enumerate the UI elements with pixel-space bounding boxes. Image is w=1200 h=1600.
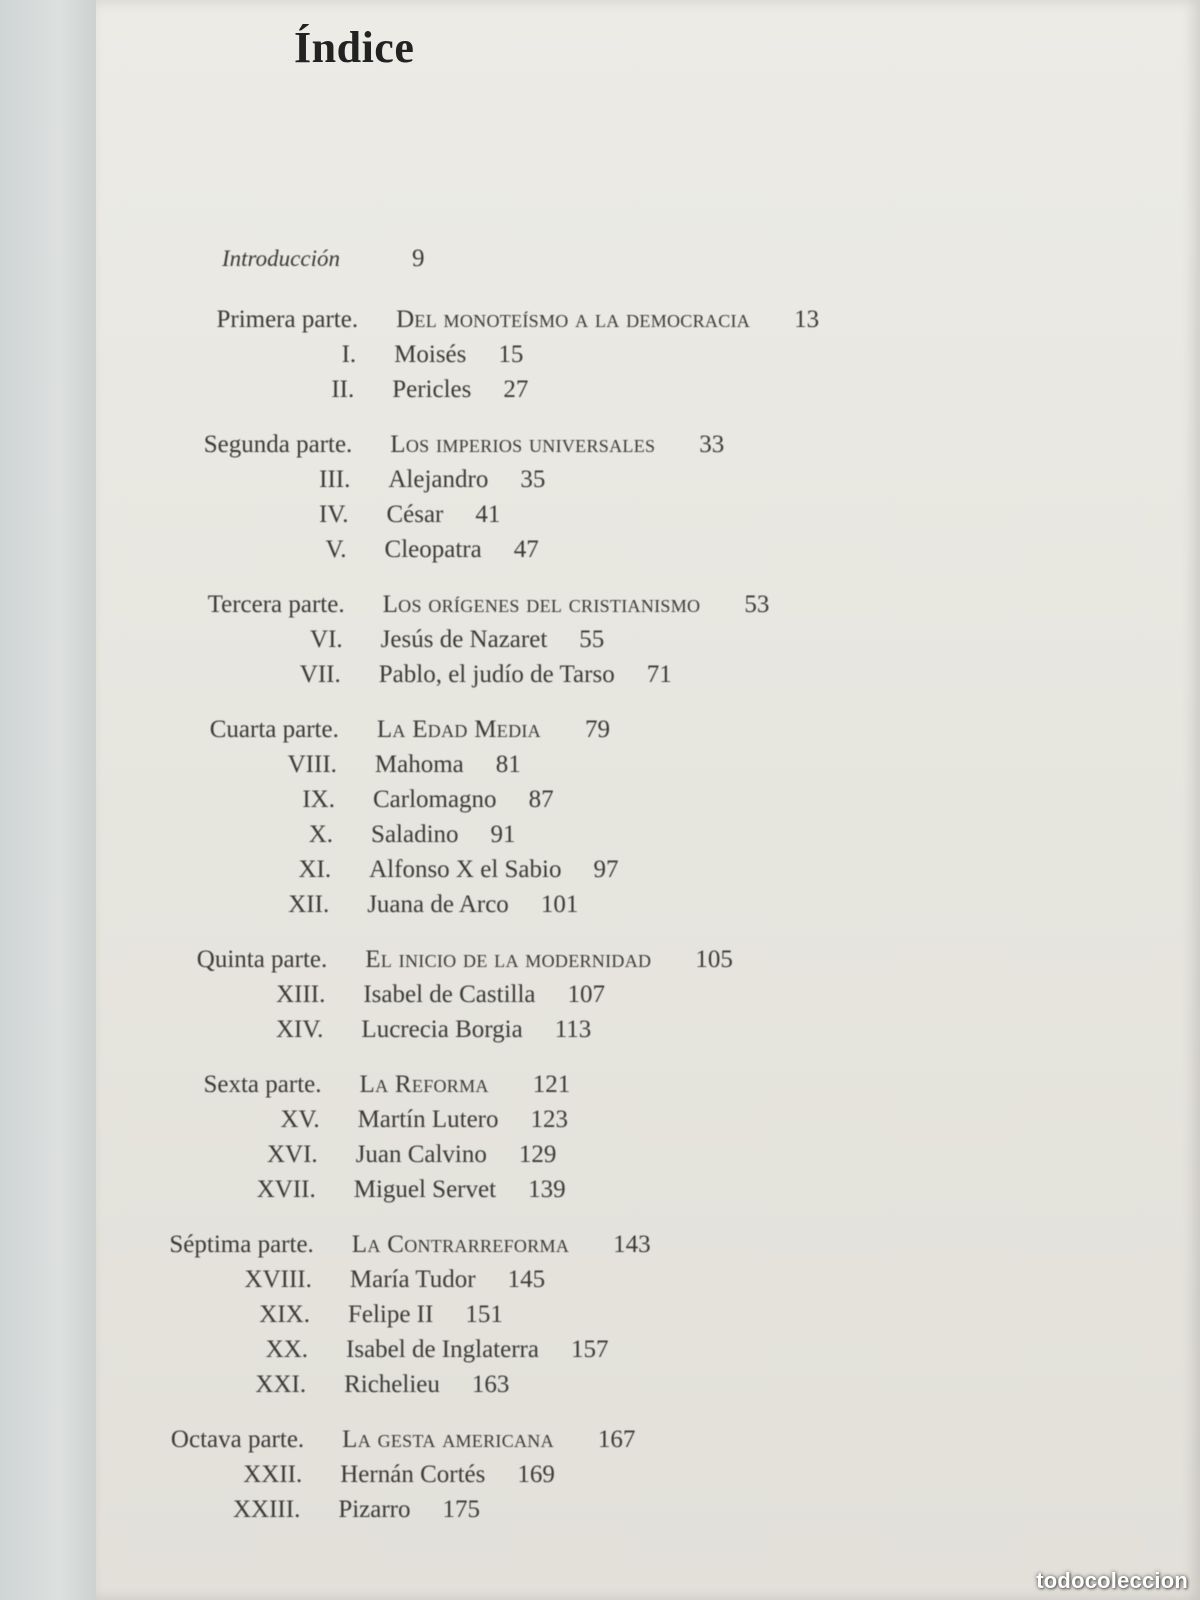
part-1-row xyxy=(0,303,1200,337)
chapter-viii-page-number: 81 xyxy=(495,751,521,778)
chapter-ii-label: II. xyxy=(331,376,355,403)
chapter-xxiii-row xyxy=(0,1493,1200,1527)
part-7-page-number: 143 xyxy=(613,1231,651,1258)
chapter-i-label: I. xyxy=(341,341,357,368)
chapter-xv-page-number: 123 xyxy=(530,1106,568,1133)
part-4-title: La Edad Media xyxy=(376,716,541,743)
part-2-row xyxy=(0,428,1200,462)
chapter-xviii-label: XVIII. xyxy=(244,1266,312,1293)
part-5-row xyxy=(0,943,1200,977)
chapter-viii-label: VIII. xyxy=(287,751,337,778)
part-1-title: Del monoteísmo a la democracia xyxy=(396,306,751,333)
chapter-xx-row xyxy=(0,1333,1200,1367)
part-5-label: Quinta parte. xyxy=(196,946,328,973)
chapter-xi-page-number: 97 xyxy=(593,856,619,883)
watermark-logo: todocoleccion xyxy=(1036,1568,1188,1593)
chapter-i-title: Moisés xyxy=(394,341,467,368)
chapter-vi-page-number: 55 xyxy=(579,626,605,653)
chapter-xii-row xyxy=(0,888,1200,922)
chapter-xvii-title: Miguel Servet xyxy=(353,1176,497,1203)
part-8-row xyxy=(0,1423,1200,1457)
chapter-vii-label: VII. xyxy=(299,661,341,688)
chapter-xxiii-label: XXIII. xyxy=(232,1496,301,1523)
chapter-iii-title: Alejandro xyxy=(388,466,489,493)
chapter-xii-page-number: 101 xyxy=(540,891,579,918)
chapter-xix-label: XIX. xyxy=(259,1301,310,1328)
page-title: Índice xyxy=(294,23,415,72)
chapter-xiii-page-number: 107 xyxy=(567,981,606,1008)
chapter-vi-title: Jesús de Nazaret xyxy=(380,626,548,653)
chapter-vii-row xyxy=(0,658,1200,692)
part-1-label: Primera parte. xyxy=(216,306,359,333)
chapter-xxii-title: Hernán Cortés xyxy=(340,1461,486,1488)
chapter-v-title: Cleopatra xyxy=(384,536,482,563)
chapter-ix-title: Carlomagno xyxy=(372,786,497,813)
chapter-xii-label: XII. xyxy=(288,891,330,918)
chapter-xxi-title: Richelieu xyxy=(344,1371,440,1398)
intro-label: Introducción xyxy=(222,246,340,271)
chapter-iii-row xyxy=(0,463,1200,497)
chapter-xvi-title: Juan Calvino xyxy=(355,1141,487,1168)
part-3-label: Tercera parte. xyxy=(207,591,345,618)
chapter-xiv-title: Lucrecia Borgia xyxy=(361,1016,523,1043)
chapter-xviii-row xyxy=(0,1263,1200,1297)
chapter-viii-row xyxy=(0,748,1200,782)
chapter-xx-title: Isabel de Inglaterra xyxy=(346,1336,539,1363)
chapter-x-row xyxy=(0,818,1200,852)
part-3-page-number: 53 xyxy=(744,591,770,618)
chapter-xxii-label: XXII. xyxy=(243,1461,303,1488)
part-2-page-number: 33 xyxy=(699,431,725,458)
chapter-iv-label: IV. xyxy=(319,501,349,528)
part-8-page-number: 167 xyxy=(597,1426,636,1453)
chapter-xxi-row xyxy=(0,1368,1200,1402)
chapter-ii-title: Pericles xyxy=(392,376,472,403)
part-4-row xyxy=(0,713,1200,747)
part-6-page-number: 121 xyxy=(532,1071,571,1098)
chapter-xv-row xyxy=(0,1103,1200,1137)
chapter-ix-row xyxy=(0,783,1200,817)
chapter-xxii-page-number: 169 xyxy=(517,1461,555,1488)
chapter-ix-page-number: 87 xyxy=(528,786,554,813)
chapter-xiii-title: Isabel de Castilla xyxy=(363,981,536,1008)
intro-page-number: 9 xyxy=(412,245,425,272)
chapter-v-page-number: 47 xyxy=(513,536,539,563)
part-6-row xyxy=(0,1068,1200,1102)
chapter-iv-row xyxy=(0,498,1200,532)
chapter-xviii-title: María Tudor xyxy=(349,1266,476,1293)
chapter-xiv-page-number: 113 xyxy=(554,1016,592,1043)
chapter-i-page-number: 15 xyxy=(498,341,524,368)
part-7-label: Séptima parte. xyxy=(169,1231,314,1258)
part-6-title: La Reforma xyxy=(359,1071,489,1098)
chapter-ii-row xyxy=(0,373,1200,407)
part-2-title: Los imperios universales xyxy=(390,431,656,458)
chapter-xx-label: XX. xyxy=(265,1336,309,1363)
intro-row xyxy=(0,242,1200,276)
chapter-xix-title: Felipe II xyxy=(347,1301,434,1328)
chapter-xvii-page-number: 139 xyxy=(528,1176,566,1203)
chapter-iv-title: César xyxy=(386,501,444,528)
chapter-xxii-row xyxy=(0,1458,1200,1492)
chapter-xi-row xyxy=(0,853,1200,887)
chapter-iii-page-number: 35 xyxy=(520,466,546,493)
part-6-label: Sexta parte. xyxy=(203,1071,322,1098)
chapter-xxiii-title: Pizarro xyxy=(338,1496,411,1523)
chapter-xi-label: XI. xyxy=(298,856,332,883)
chapter-xi-title: Alfonso X el Sabio xyxy=(369,856,562,883)
chapter-xvii-row xyxy=(0,1173,1200,1207)
chapter-xvi-label: XVI. xyxy=(266,1141,318,1168)
chapter-viii-title: Mahoma xyxy=(374,751,464,778)
part-4-label: Cuarta parte. xyxy=(209,716,339,743)
chapter-v-row xyxy=(0,533,1200,567)
part-8-label: Octava parte. xyxy=(170,1426,305,1453)
chapter-xv-title: Martín Lutero xyxy=(357,1106,499,1133)
part-3-row xyxy=(0,588,1200,622)
part-7-title: La Contrarreforma xyxy=(351,1231,570,1258)
chapter-xiii-label: XIII. xyxy=(276,981,326,1008)
chapter-xviii-page-number: 145 xyxy=(507,1266,546,1293)
chapter-iii-label: III. xyxy=(319,466,351,493)
chapter-i-row xyxy=(0,338,1200,372)
chapter-vi-row xyxy=(0,623,1200,657)
chapter-xiii-row xyxy=(0,978,1200,1012)
chapter-xxi-label: XXI. xyxy=(255,1371,307,1398)
chapter-xiv-row xyxy=(0,1013,1200,1047)
chapter-xx-page-number: 157 xyxy=(570,1336,609,1363)
chapter-xxi-page-number: 163 xyxy=(471,1371,510,1398)
chapter-x-title: Saladino xyxy=(371,821,459,848)
chapter-ii-page-number: 27 xyxy=(503,376,529,403)
part-4-page-number: 79 xyxy=(584,716,610,743)
chapter-xxiii-page-number: 175 xyxy=(442,1496,481,1523)
chapter-v-label: V. xyxy=(325,536,347,563)
part-5-page-number: 105 xyxy=(695,946,733,973)
part-2-label: Segunda parte. xyxy=(203,431,353,458)
part-5-title: El inicio de la modernidad xyxy=(365,946,652,973)
part-1-page-number: 13 xyxy=(794,306,820,333)
part-8-title: La gesta americana xyxy=(342,1426,554,1453)
chapter-xix-page-number: 151 xyxy=(465,1301,503,1328)
part-3-title: Los orígenes del cristianismo xyxy=(382,591,701,618)
chapter-ix-label: IX. xyxy=(302,786,335,813)
chapter-xvi-row xyxy=(0,1138,1200,1172)
part-7-row xyxy=(0,1228,1200,1262)
chapter-xii-title: Juana de Arco xyxy=(367,891,509,918)
chapter-vii-title: Pablo, el judío de Tarso xyxy=(378,661,615,688)
chapter-x-page-number: 91 xyxy=(490,821,516,848)
chapter-xix-row xyxy=(0,1298,1200,1332)
chapter-x-label: X. xyxy=(308,821,334,848)
chapter-xvii-label: XVII. xyxy=(256,1176,316,1203)
chapter-vi-label: VI. xyxy=(310,626,343,653)
chapter-xiv-label: XIV. xyxy=(275,1016,324,1043)
chapter-vii-page-number: 71 xyxy=(646,661,672,688)
chapter-iv-page-number: 41 xyxy=(475,501,501,528)
chapter-xv-label: XV. xyxy=(280,1106,320,1133)
chapter-xvi-page-number: 129 xyxy=(518,1141,557,1168)
